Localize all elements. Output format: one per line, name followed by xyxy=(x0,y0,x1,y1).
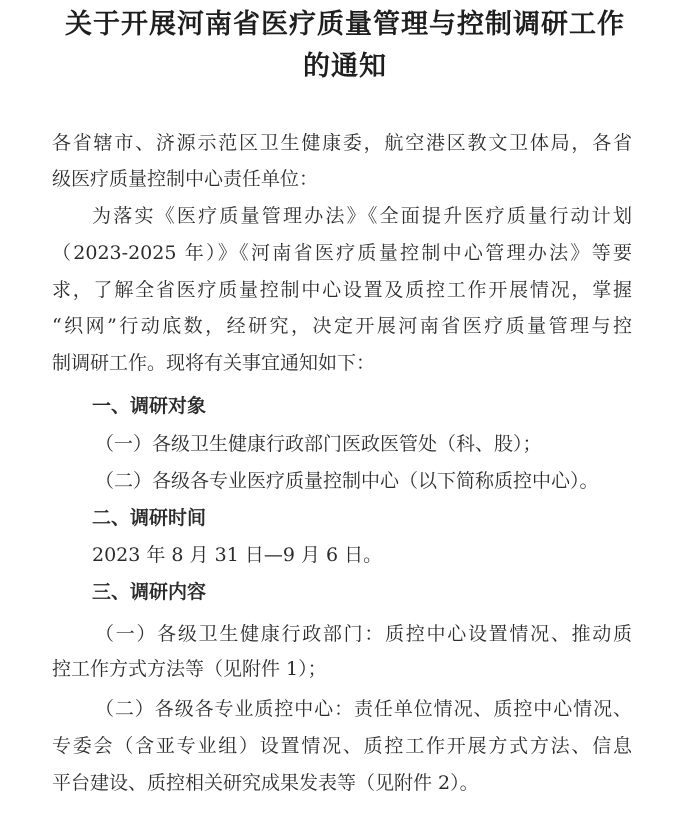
intro-line4: “织网”行动底数，经研究，决定开展河南省医疗质量管理与控 xyxy=(52,315,632,337)
section3-item2-line3: 平台建设、质控相关研究成果发表等（见附件 2）。 xyxy=(52,772,479,794)
section1-heading: 一、调研对象 xyxy=(92,395,207,417)
document-title-line2: 的通知 xyxy=(303,51,387,82)
section3-item2-line1: （二）各级各专业质控中心：责任单位情况、质控中心情况、 xyxy=(95,698,632,720)
intro-line3: 求，了解全省医疗质量控制中心设置及质控工作开展情况，掌握 xyxy=(52,279,632,301)
section3-item2-line2: 专委会（含亚专业组）设置情况、质控工作开展方式方法、信息 xyxy=(52,735,632,757)
section2-text: 2023 年 8 月 31 日—9 月 6 日。 xyxy=(92,544,383,566)
intro-line5: 制调研工作。现将有关事宜通知如下： xyxy=(52,352,376,374)
section1-item1: （一）各级卫生健康行政部门医政医管处（科、股）； xyxy=(95,433,542,455)
section2-heading: 二、调研时间 xyxy=(92,507,207,529)
address-line2: 级医疗质量控制中心责任单位： xyxy=(52,168,319,190)
intro-line1: 为落实《医疗质量管理办法》《全面提升医疗质量行动计划 xyxy=(92,205,632,227)
address-line1: 各省辖市、济源示范区卫生健康委，航空港区教文卫体局，各省 xyxy=(52,132,632,154)
section3-heading: 三、调研内容 xyxy=(92,581,207,603)
section3-item1-line1: （一）各级卫生健康行政部门：质控中心设置情况、推动质 xyxy=(95,623,632,645)
section3-item1-line2: 控工作方式方法等（见附件 1）； xyxy=(52,658,327,680)
document-title-line1: 关于开展河南省医疗质量管理与控制调研工作 xyxy=(65,9,625,40)
intro-line2: （2023-2025 年）》《河南省医疗质量控制中心管理办法》等要 xyxy=(52,242,632,264)
section1-item2: （二）各级各专业医疗质量控制中心（以下简称质控中心）。 xyxy=(95,470,599,492)
